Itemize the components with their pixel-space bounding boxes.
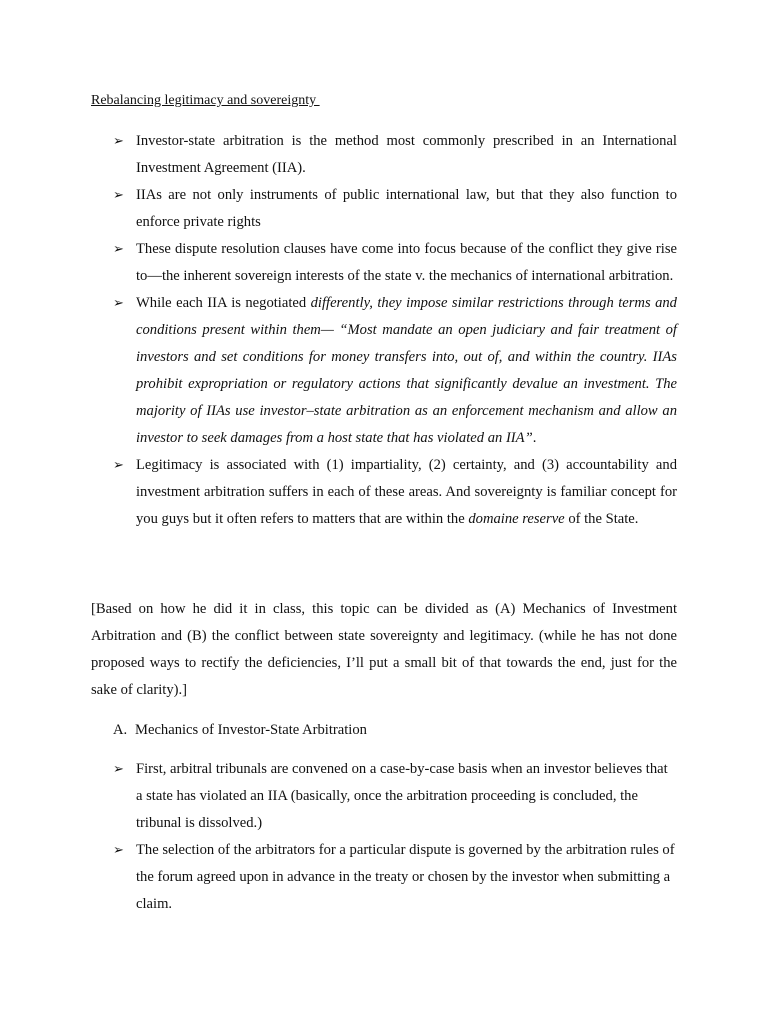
list-item-text-plain: While each IIA is negotiated bbox=[136, 295, 311, 311]
arrow-bullet-icon: ➢ bbox=[113, 134, 124, 149]
body-paragraph: [Based on how he did it in class, this topic can be divided as (A) Mechanics of Investment Arbitration and (B) the conflict between state sovereignty and legitimacy. (while he has not done proposed ways to rectify the deficiencies, I’ll put a small bit of that towards the end, just for the sake of clarity).] bbox=[91, 601, 677, 698]
arrow-bullet-icon: ➢ bbox=[113, 242, 124, 257]
subsection-letter: A. bbox=[113, 722, 128, 738]
list-item-text: The selection of the arbitrators for a particular dispute is governed by the arbitration rules of the forum agreed upon in advance in the treaty or chosen by the investor when submitting a claim. bbox=[136, 842, 675, 912]
list-item-text-plain: of the State. bbox=[564, 511, 639, 527]
arrow-bullet-icon: ➢ bbox=[113, 762, 124, 777]
list-item bbox=[91, 452, 677, 533]
list-item-text-plain: . bbox=[532, 430, 537, 446]
arrow-bullet-icon: ➢ bbox=[113, 458, 124, 473]
subsection-title: Mechanics of Investor-State Arbitration bbox=[135, 722, 367, 738]
bullet-list-mechanics bbox=[91, 756, 677, 918]
arrow-bullet-icon: ➢ bbox=[113, 296, 124, 311]
section-heading: Rebalancing legitimacy and sovereignty bbox=[91, 93, 320, 108]
list-item bbox=[91, 756, 677, 837]
list-item bbox=[91, 290, 677, 452]
list-item-text: IIAs are not only instruments of public international law, but that they also function to enforce private rights bbox=[136, 187, 677, 230]
bullet-list-overview bbox=[91, 128, 677, 533]
list-item-text-plain: Legitimacy is associated with (1) impartiality, (2) certainty, and (3) accountability and investment arbitration suffers in each of these areas. And sovereignty is familiar concept for you guys but it often refers to matters that are within the bbox=[136, 457, 677, 527]
list-item bbox=[91, 182, 677, 236]
list-item bbox=[91, 837, 677, 918]
list-item-text-italic: differently, they impose similar restrictions through terms and conditions present within them— “Most mandate an open judiciary and fair treatment of investors and set conditions for money transfers into, out of, and within the country. IIAs prohibit expropriation or regulatory actions that significantly devalue an investment. The majority of IIAs use investor–state arbitration as an enforcement mechanism and allow an investor to seek damages from a host state that has violated an IIA” bbox=[136, 295, 677, 446]
list-item-text-italic: domaine reserve bbox=[468, 511, 565, 527]
arrow-bullet-icon: ➢ bbox=[113, 843, 124, 858]
list-item-text: These dispute resolution clauses have come into focus because of the conflict they give rise to—the inherent sovereign interests of the state v. the mechanics of international arbitration. bbox=[136, 241, 677, 284]
list-item-text: First, arbitral tribunals are convened on a case-by-case basis when an investor believes that a state has violated an IIA (basically, once the arbitration proceeding is concluded, the tribunal is dissolved.) bbox=[136, 761, 668, 831]
subsection-heading bbox=[113, 718, 367, 742]
list-item-text: Investor-state arbitration is the method most commonly prescribed in an International Investment Agreement (IIA). bbox=[136, 133, 677, 176]
arrow-bullet-icon: ➢ bbox=[113, 188, 124, 203]
list-item bbox=[91, 128, 677, 182]
list-item bbox=[91, 236, 677, 290]
